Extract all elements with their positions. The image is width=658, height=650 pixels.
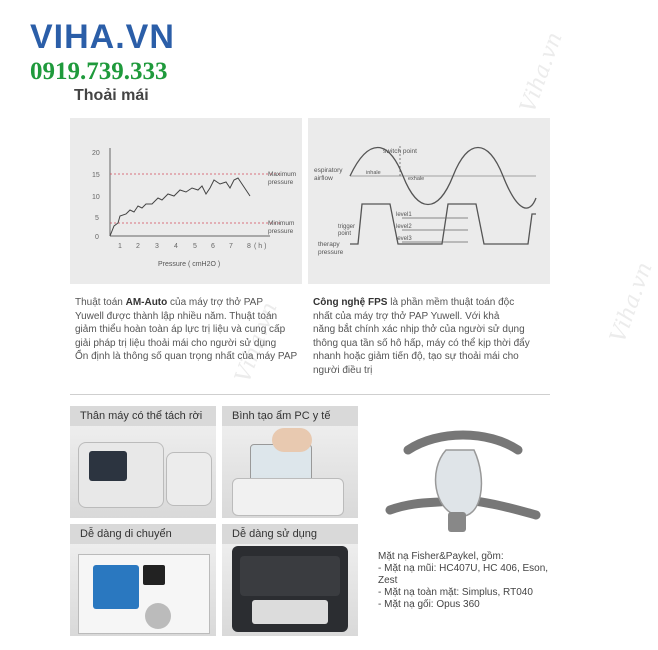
dock-image (232, 478, 344, 516)
humidifier-module-image (166, 452, 212, 506)
photo-label: Dễ dàng sử dụng (222, 524, 358, 544)
photo-easy-to-use (222, 524, 358, 636)
trigger-point-label: trigger (338, 224, 356, 230)
x-tick: 6 (211, 243, 215, 250)
photo-humidifier (222, 406, 358, 518)
full-face-mask-image (378, 420, 548, 550)
fps-chart-panel (308, 118, 550, 284)
y-tick: 5 (95, 215, 99, 222)
am-auto-chart-panel (70, 118, 302, 284)
x-tick: 5 (193, 243, 197, 250)
y-tick: 15 (92, 172, 100, 179)
x-tick: 3 (155, 243, 159, 250)
hotline-number: 0919.739.333 (30, 58, 168, 85)
photo-label: Bình tạo ẩm PC y tế (222, 406, 358, 426)
section-divider (70, 394, 550, 395)
exhale-label: exhale (408, 176, 425, 182)
x-tick: 1 (118, 243, 122, 250)
am-auto-term: AM-Auto (125, 297, 168, 308)
photo-easy-to-move (70, 524, 216, 636)
am-auto-description: Thuật toán AM-Auto của máy trợ thở PAP Yuwell được thành lập nhiều năm. Thuật toán giảm thiểu hoàn toàn áp lực trị liệu và cung cấp giải pháp trị liệu thoải mái cho người sử dụng Ổn định là thông số quan trọng nhất của máy PAP (75, 297, 298, 362)
photo-label: Dễ dàng di chuyển (70, 524, 216, 544)
carry-bag-image (232, 546, 348, 632)
min-pressure-label: pressure (268, 228, 294, 235)
photo-label: Thân máy có thể tách rời (70, 406, 216, 426)
fps-description: Công nghệ FPS là phần mềm thuật toán độc nhất của máy trợ thở PAP Yuwell. Với khả năng bắt chính xác nhịp thở của người sử dụng thông qua tần số hô hấp, máy có thể kịp thời đẩy nhanh hoặc giảm tiến độ, tạo sự thoải mái cho người điều trị (313, 297, 530, 376)
max-pressure-label: Maximum (268, 171, 297, 178)
max-pressure-label: pressure (268, 179, 294, 186)
x-axis-label: Pressure ( cmH2O ) (158, 261, 221, 268)
x-tick: 8 (247, 243, 251, 250)
section-title: Thoải mái (74, 87, 149, 104)
y-tick: 20 (92, 150, 100, 157)
min-pressure-label: Minimum (268, 220, 295, 227)
watermark: Viha.vn (230, 299, 283, 386)
x-tick: 4 (174, 243, 178, 250)
am-auto-chart (70, 118, 302, 284)
fps-chart (308, 118, 550, 284)
device-screen-image (78, 554, 210, 634)
mask-description: Mặt nạ Fisher&Paykel, gồm: - Mặt nạ mũi: HC407U, HC 406, Eson, Zest - Mặt nạ toàn mặt: Simplus, RT040 - Mặt nạ gối: Opus 360 (378, 551, 549, 610)
y-tick: 10 (92, 194, 100, 201)
level-2-label: level2 (396, 224, 412, 230)
therapy-pressure-label: pressure (318, 249, 344, 256)
x-tick: 2 (136, 243, 140, 250)
brand-logo: VIHA.VN (30, 18, 175, 56)
x-unit: ( h ) (254, 243, 267, 250)
y-tick: 0 (95, 234, 99, 241)
therapy-pressure-label: therapy (318, 241, 340, 248)
switch-point-label: switch point (383, 148, 417, 155)
watermark: Viha.vn (605, 259, 658, 346)
photo-detachable-body (70, 406, 216, 518)
hand-image (272, 428, 312, 452)
airflow-label: airflow (314, 175, 333, 182)
cpap-device-image (78, 442, 164, 508)
airflow-label: espiratory (314, 167, 343, 174)
x-tick: 7 (229, 243, 233, 250)
level-1-label: level1 (396, 212, 412, 218)
watermark: Viha.vn (515, 29, 568, 116)
level-3-label: level3 (396, 236, 412, 242)
inhale-label: inhale (366, 170, 381, 176)
trigger-point-label: point (338, 231, 352, 237)
fps-term: Công nghệ FPS (313, 297, 388, 308)
